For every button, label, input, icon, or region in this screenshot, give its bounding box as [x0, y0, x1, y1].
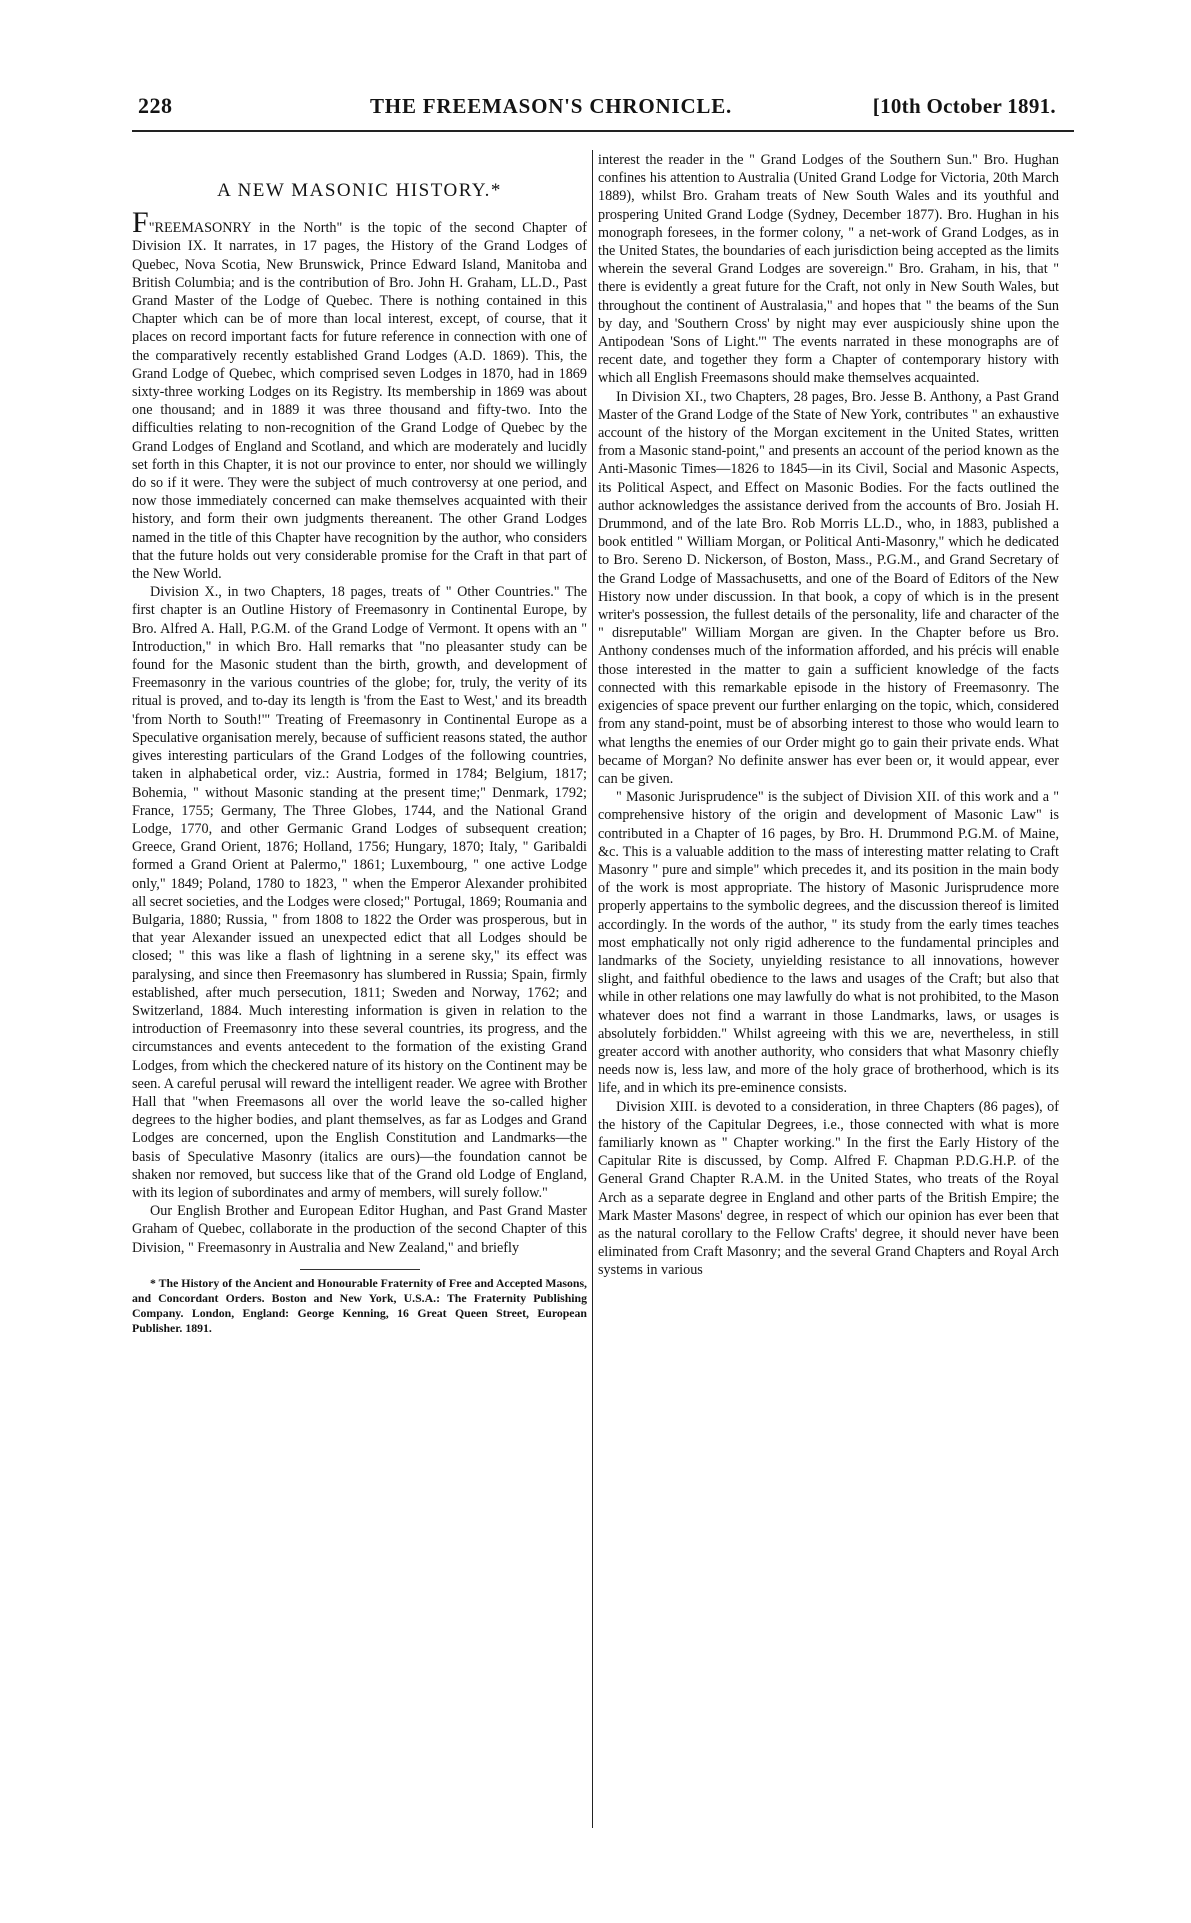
page-number: 228 [138, 93, 173, 118]
article-title: A NEW MASONIC HISTORY.* [217, 180, 502, 201]
drop-cap: F [132, 206, 149, 240]
masthead: THE FREEMASON'S CHRONICLE. [370, 94, 733, 118]
paragraph: Division XIII. is devoted to a consideration, in three Chapters (86 pages), of the history of the Capitular Degrees, i.e., those connected with what is more familiarly known as " Chapter working." In the first the Early History of the Capitular Rite is discussed, by Comp. Alfred F. Chapman P.D.G.H.P. of the General Grand Chapter R.A.M. in the United States, who treats of the Royal Arch as a separate degree in England and other parts of the British Empire; the Mark Master Masons' degree, in respect of which our opinion has ever been that as the natural corollary to the Fellow Crafts' degree, it should never have been eliminated from Craft Masonry; and the several Grand Chapters and Royal Arch systems in various [598, 1098, 1059, 1279]
paragraph [132, 206, 587, 583]
issue-date: [10th October 1891. [872, 94, 1056, 118]
paragraph: Our English Brother and European Editor Hughan, and Past Grand Master Graham of Quebec, collaborate in the production of the second Chapter of this Division, " Freemasonry in Australia and New Zealand," and briefly [132, 1203, 587, 1256]
paragraph: " Masonic Jurisprudence" is the subject of Division XII. of this work and a " comprehensive history of the origin and development of Masonic Law" is contributed in a Chapter of 16 pages, by Bro. H. Drummond P.G.M. of Maine, &c. This is a valuable addition to the mass of interesting matter relating to Craft Masonry " pure and simple" which precedes it, and its position in the main body of the work is most appropriate. The history of Masonic Jurisprudence more properly appertains to the symbolic degrees, and the discussion thereof is limited accordingly. In the words of the author, " its study from the early times teaches most emphatically not only rigid adherence to the fundamental principles and landmarks of the Society, unyielding resistance to all innovations, however slight, and faithful obedience to the laws and usages of the Craft; but also that while in other relations one may lawfully do what is not prohibited, to the Mason whatever does not find a warrant in those Landmarks, laws, or usages is absolutely forbidden." Whilst agreeing with this we are, nevertheless, in still greater accord with another authority, who considers that what Masonry chiefly needs now is, less law, and more of the holy grace of brotherhood, which is its life, and in which its pre-eminence consists. [598, 789, 1059, 1097]
page-header [132, 93, 1074, 127]
paragraph: In Division XI., two Chapters, 28 pages, Bro. Jesse B. Anthony, a Past Grand Master of the Grand Lodge of the State of New York, contributes " an exhaustive account of the history of the Morgan excitement in the United States, written from a Masonic stand-point," and presents an account of the period known as the Anti-Masonic Times—1826 to 1845—in its Civil, Social and Masonic Aspects, its Political Aspect, and Effect on Masonic Bodies. For the facts outlined the author acknowledges the assistance derived from the accounts of Bro. Josiah H. Drummond, and of the late Bro. Rob Morris LL.D., who, in 1883, published a book entitled " William Morgan, or Political Anti-Masonry," which he dedicated to Bro. Sereno D. Nickerson, of Boston, Mass., P.G.M., and Grand Secretary of the Grand Lodge of Massachusetts, and one of the Board of Editors of the New History now under discussion. In that book, a copy of which is in the present writer's possession, the fullest details of the personality, life and character of the " disreputable" William Morgan are given. In the Chapter before us Bro. Anthony condenses much of the information afforded, and his précis will enable those interested in the matter to gain a sufficient knowledge of the facts connected with this remarkable episode in the history of Freemasonry. The exigencies of space prevent our further enlarging on the topic, which, considered from any stand-point, must be of absorbing interest to those who would learn to what lengths the enemies of our Order might go to gain their private ends. What became of Morgan? No definite answer has ever been or, it would appear, ever can be given. [598, 388, 1059, 787]
paragraph: Division X., in two Chapters, 18 pages, treats of " Other Countries." The first chapter is an Outline History of Freemasonry in Continental Europe, by Bro. Alfred A. Hall, P.G.M. of the Grand Lodge of Vermont. It opens with an " Introduction," in which Bro. Hall remarks that "no pleasanter study can be found for the Masonic student than the birth, growth, and development of Freemasonry in the various countries of the globe; for, truly, the verity of its ritual is proved, and to-day its length is 'from the East to West,' and its breadth 'from North to South!'" Treating of Freemasonry in Continental Europe as a Speculative organisation merely, because of sufficient reasons stated, the author gives interesting particulars of the Grand Lodges of the following countries, taken in alphabetical order, viz.: Austria, formed in 1784; Belgium, 1817; Bohemia, " without Masonic standing at the present time;" Denmark, 1792; France, 1755; Germany, The Three Globes, 1744, and the National Grand Lodge, 1770, and other Germanic Grand Lodges of subsequent creation; Greece, Grand Orient, 1876; Holland, 1756; Hungary, 1870; Italy, " Garibaldi formed a Grand Orient at Palermo," 1861; Luxembourg, " one active Lodge only," 1849; Poland, 1780 to 1823, " when the Emperor Alexander prohibited all secret societies, and the Lodges were closed;" Portugal, 1869; Roumania and Bulgaria, 1880; Russia, " from 1808 to 1822 the Order was prosperous, but in that year Alexander issued an unexpected edict that all Lodges should be closed; " this was like a flash of lightning in a serene sky," its effect was paralysing, and since then Freemasonry has slumbered in Russia; Spain, firmly established, after much persecution, 1811; Sweden and Norway, 1762; and Switzerland, 1884. Much interesting information is given in relation to the introduction of Freemasonry into these several countries, its progress, and the circumstances and events antecedent to the formation of the existing Grand Lodges, from which the checkered nature of its history on the Continent may be seen. A careful perusal will reward the intelligent reader. We agree with Brother Hall that "when Freemasons all over the world leave the so-called higher degrees to the higher bodies, and plant themselves, as far as Lodges and Grand Lodges are concerned, upon the English Constitution and Landmarks—the basis of Speculative Masonry (italics are ours)—the foundation cannot be shaken nor removed, but success like that of the Grand old Lodge of England, with its legion of subordinates and army of members, will surely follow." [132, 584, 587, 1201]
footnote-rule [300, 1269, 420, 1270]
header-rule [132, 130, 1074, 132]
right-column [598, 151, 1059, 1280]
paragraph: interest the reader in the " Grand Lodges of the Southern Sun." Bro. Hughan confines his attention to Australia (United Grand Lodge for Victoria, 20th March 1889), whilst Bro. Graham treats of New South Wales and its youthful and prospering United Grand Lodge (Sydney, December 1877). Bro. Hughan in his monograph foresees, in the former colony, " a net-work of Grand Lodges, as in the United States, the boundaries of each jurisdiction being accepted as the limits wherein the several Grand Lodges are sovereign." Bro. Graham, in his, that " there is evidently a great future for the Craft, not only in New South Wales, but throughout the continent of Australasia," and hopes that " the beams of the Sun by day, and 'Southern Cross' by night may ever auspiciously shine upon the Antipodean 'Sons of Light.'" The events narrated in these monographs are of recent date, and together they form a Chapter of contemporary history with which all English Freemasons should make themselves acquainted. [598, 152, 1059, 387]
left-column [132, 150, 587, 1336]
footnote: * The History of the Ancient and Honourable Fraternity of Free and Accepted Masons, and Concordant Orders. Boston and New York, U.S.A.: The Fraternity Publishing Company. London, England: George Kenning, 16 Great Queen Street, European Publisher. 1891. [132, 1275, 587, 1335]
paragraph-text: "REEMASONRY in the North" is the topic of the second Chapter of Division IX. It narrates, in 17 pages, the History of the Grand Lodges of Quebec, Nova Scotia, New Brunswick, Prince Edward Island, Manitoba and British Columbia; and is the contribution of Bro. John H. Graham, LL.D., Past Grand Master of the Lodge of Quebec. There is nothing contained in this Chapter which can be of more than local interest, except, of course, that it places on record important facts for future reference in connection with one of the comparatively recently established Grand Lodges (A.D. 1869). This, the Grand Lodge of Quebec, which comprised seven Lodges in 1870, had in 1869 sixty-three working Lodges on its Registry. Its membership in 1869 was about one thousand; and in 1889 it was three thousand and fifty-two. Into the difficulties relating to non-recognition of the Grand Lodge of Quebec by the Grand Lodges of England and Scotland, and which are moderately and lucidly set forth in this Chapter, it is not our province to enter, nor should we willingly do so if it were. They were the subject of much controversy at one period, and now those immediately concerned can make themselves acquainted with their history, and form their own judgments thereanent. The other Grand Lodges named in the title of this Chapter have recognition by the author, who considers that the future holds out very considerable promise for the Craft in that part of the New World. [132, 220, 587, 583]
column-divider [592, 150, 593, 1828]
